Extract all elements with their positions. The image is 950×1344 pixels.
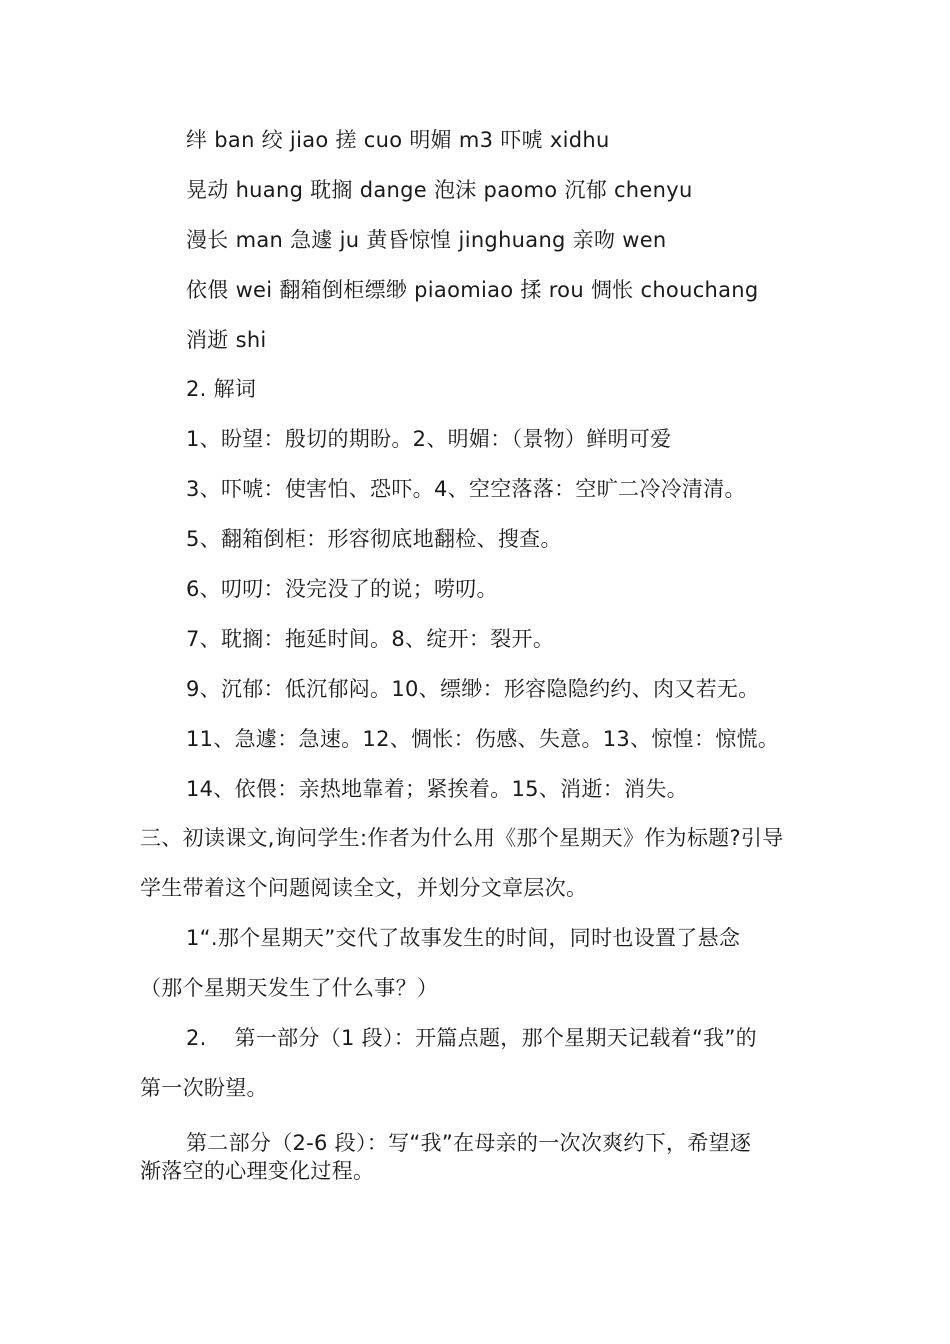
part3-line: 三、初读课文,询问学生:作者为什么用《那个星期天》作为标题?引导	[140, 826, 784, 850]
definition-line: 3、吓唬：使害怕、恐吓。4、空空落落：空旷二冷冷清清。	[186, 477, 746, 501]
definition-line: 6、叨叨：没完没了的说；唠叨。	[186, 577, 498, 601]
point3-line: 渐落空的心理变化过程。	[140, 1159, 375, 1183]
section-heading: 2. 解词	[186, 377, 257, 401]
definition-line: 7、耽搁：拖延时间。8、绽开：裂开。	[186, 627, 555, 651]
point2-line: 第一次盼望。	[140, 1076, 268, 1100]
definition-line: 5、翻箱倒柜：形容彻底地翻检、搜查。	[186, 527, 562, 551]
definition-line: 11、急遽：急速。12、惆怅：伤感、失意。13、惊惶：惊慌。	[186, 727, 780, 751]
definition-line: 14、依偎：亲热地靠着；紧挨着。15、消逝：消失。	[186, 777, 688, 801]
pinyin-line: 晃动 huang 耽搁 dange 泡沫 paomo 沉郁 chenyu	[186, 178, 693, 202]
pinyin-line: 依偎 wei 翻箱倒柜缥缈 piaomiao 揉 rou 惆怅 chouchang	[186, 278, 759, 302]
pinyin-line: 绊 ban 绞 jiao 搓 cuo 明媚 m3 吓唬 xidhu	[186, 128, 610, 152]
point3-line: 第二部分（2-6 段）：写“我”在母亲的一次次爽约下，希望逐	[186, 1131, 752, 1155]
part3-line: 学生带着这个问题阅读全文，并划分文章层次。	[140, 876, 588, 900]
pinyin-line: 漫长 man 急遽 ju 黄昏惊惶 jinghuang 亲吻 wen	[186, 228, 667, 252]
point2-line: 2. 第一部分（1 段）：开篇点题，那个星期天记载着“我”的	[186, 1026, 757, 1050]
definition-line: 9、沉郁：低沉郁闷。10、缥缈：形容隐隐约约、肉又若无。	[186, 677, 760, 701]
definition-line: 1、盼望：殷切的期盼。2、明媚：（景物）鲜明可爱	[186, 427, 672, 451]
pinyin-line: 消逝 shi	[186, 328, 267, 352]
point1-line: 1“.那个星期天”交代了故事发生的时间，同时也设置了悬念	[186, 926, 741, 950]
point1-line: （那个星期天发生了什么事？）	[140, 976, 439, 1000]
